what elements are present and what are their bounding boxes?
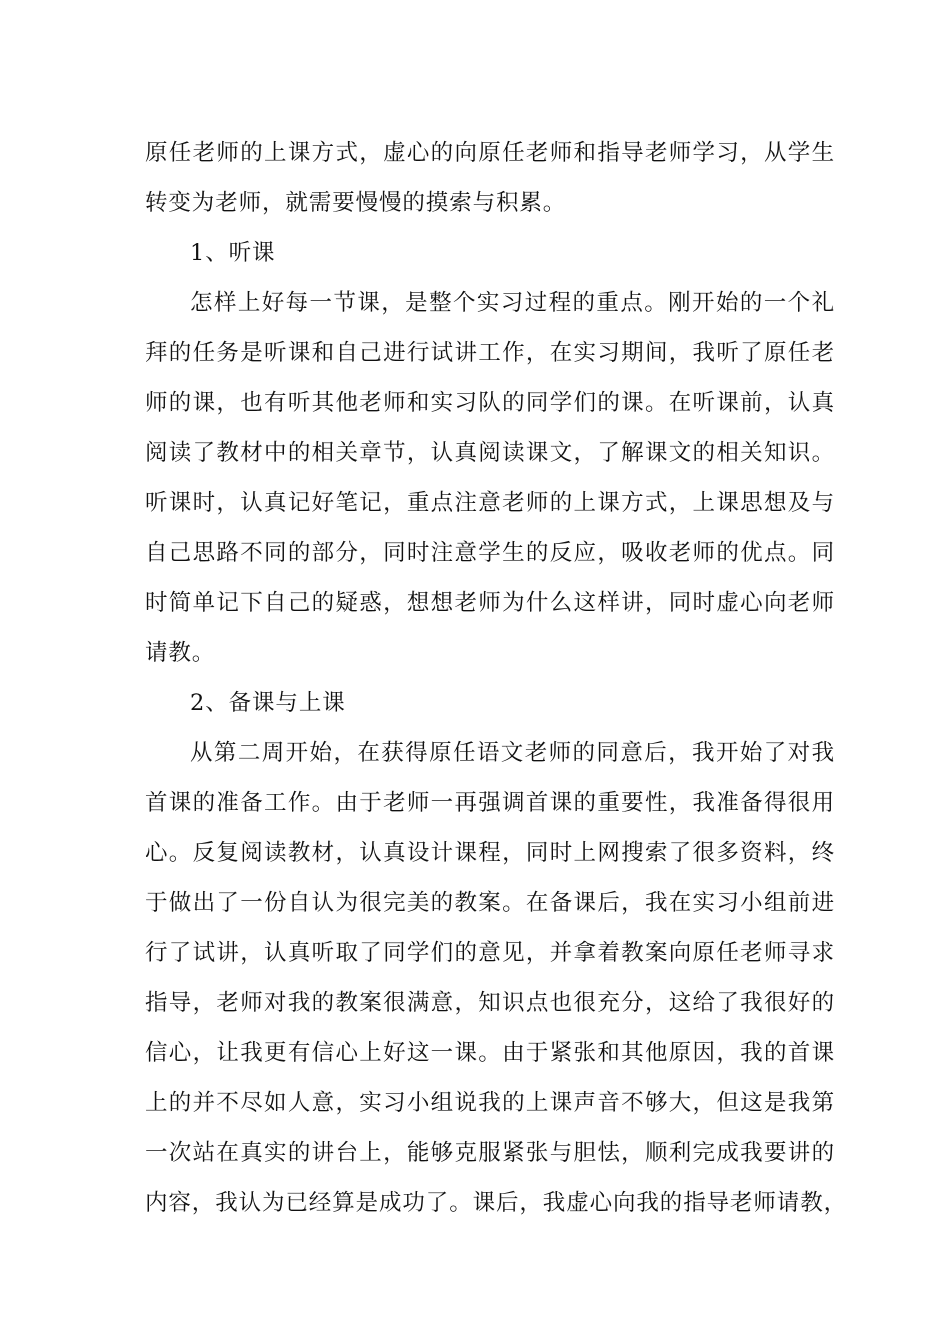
paragraph-line: 阅读了教材中的相关章节，认真阅读课文，了解课文的相关知识。 xyxy=(145,440,835,466)
paragraph-line: 怎样上好每一节课，是整个实习过程的重点。刚开始的一个礼 xyxy=(190,290,835,316)
paragraph-line: 时简单记下自己的疑惑，想想老师为什么这样讲，同时虚心向老师 xyxy=(145,590,835,616)
paragraph-line: 原任老师的上课方式，虚心的向原任老师和指导老师学习，从学生 xyxy=(145,140,835,166)
paragraph-line: 听课时，认真记好笔记，重点注意老师的上课方式，上课思想及与 xyxy=(145,490,835,516)
paragraph-line: 师的课，也有听其他老师和实习队的同学们的课。在听课前，认真 xyxy=(145,390,835,416)
paragraph-line: 转变为老师，就需要慢慢的摸索与积累。 xyxy=(145,190,567,216)
paragraph-line: 于做出了一份自认为很完美的教案。在备课后，我在实习小组前进 xyxy=(145,890,835,916)
paragraph-line: 自己思路不同的部分，同时注意学生的反应，吸收老师的优点。同 xyxy=(145,540,835,566)
paragraph-line: 从第二周开始，在获得原任语文老师的同意后，我开始了对我 xyxy=(190,740,835,766)
paragraph-line: 拜的任务是听课和自己进行试讲工作，在实习期间，我听了原任老 xyxy=(145,340,835,366)
paragraph-line: 指导，老师对我的教案很满意，知识点也很充分，这给了我很好的 xyxy=(145,990,835,1016)
paragraph-line: 一次站在真实的讲台上，能够克服紧张与胆怯，顺利完成我要讲的 xyxy=(145,1140,835,1166)
section-heading: 2、备课与上课 xyxy=(190,690,346,716)
paragraph-line: 首课的准备工作。由于老师一再强调首课的重要性，我准备得很用 xyxy=(145,790,835,816)
paragraph-line: 行了试讲，认真听取了同学们的意见，并拿着教案向原任老师寻求 xyxy=(145,940,835,966)
paragraph-line: 请教。 xyxy=(145,640,216,666)
section-heading: 1、听课 xyxy=(190,240,276,266)
paragraph-line: 上的并不尽如人意，实习小组说我的上课声音不够大，但这是我第 xyxy=(145,1090,835,1116)
paragraph-line: 信心，让我更有信心上好这一课。由于紧张和其他原因，我的首课 xyxy=(145,1040,835,1066)
paragraph-line: 心。反复阅读教材，认真设计课程，同时上网搜索了很多资料，终 xyxy=(145,840,835,866)
paragraph-line: 内容，我认为已经算是成功了。课后，我虚心向我的指导老师请教， xyxy=(145,1190,848,1216)
